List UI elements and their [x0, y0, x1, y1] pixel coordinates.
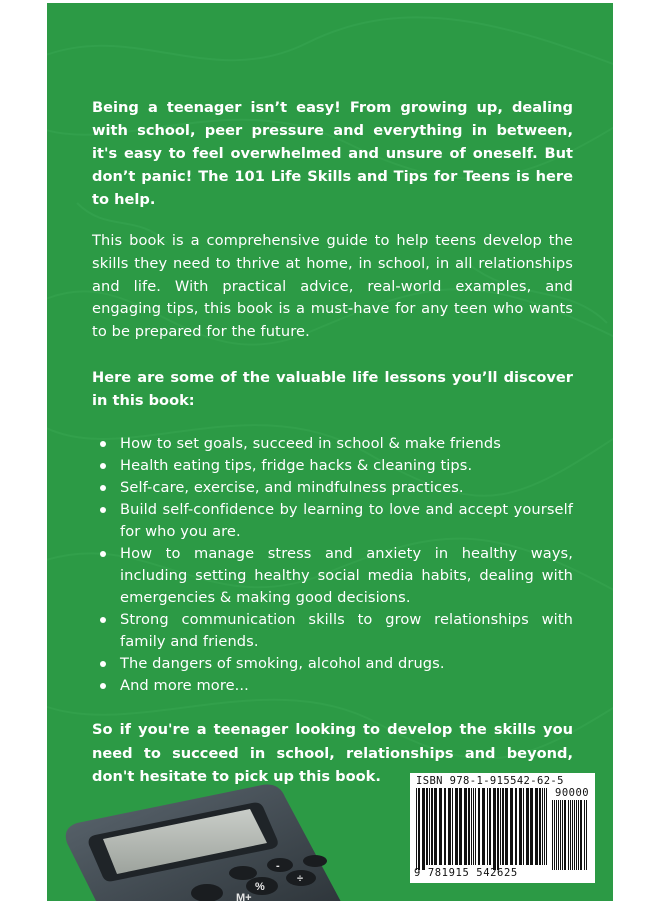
barcode-bar [554, 800, 555, 870]
barcode-bar [468, 788, 470, 865]
barcode-bar [572, 800, 573, 870]
barcode-bar [564, 800, 566, 870]
list-item: Self-care, exercise, and mindfulness practices. [92, 477, 573, 499]
list-item: How to manage stress and anxiety in healthy ways, including setting healthy social media habits, dealing with emergencies & making good decisions. [92, 543, 573, 609]
barcode-bar [584, 800, 585, 870]
barcode-bar [574, 800, 575, 870]
barcode-bar [535, 788, 538, 865]
barcode-bar [546, 788, 547, 865]
list-item: The dangers of smoking, alcohol and drugs. [92, 653, 573, 675]
calculator-key-label: M+ [236, 892, 252, 903]
barcode-bar [444, 788, 446, 865]
list-item: Build self-confidence by learning to love and accept yourself for who you are. [92, 499, 573, 543]
barcode-bar [497, 788, 499, 870]
isbn-barcode [410, 773, 595, 883]
back-cover-text [92, 96, 573, 788]
barcode-bar [459, 788, 462, 865]
barcode-bar [500, 788, 501, 865]
barcode-bar [418, 788, 420, 870]
list-item: Health eating tips, fridge hacks & cleaning tips. [92, 455, 573, 477]
barcode-bar [489, 788, 491, 865]
barcode-bar [515, 788, 517, 865]
barcode-bar [544, 788, 545, 865]
barcode-bar [464, 788, 467, 865]
list-item: And more more... [92, 675, 573, 697]
barcode-bar [510, 788, 513, 865]
book-back-cover [47, 3, 613, 901]
barcode-bar [439, 788, 442, 865]
price-barcode-bars [552, 800, 590, 870]
barcode-bar [539, 788, 541, 865]
barcode-bar [505, 788, 508, 865]
barcode-bars [416, 788, 550, 870]
calculator-key-label: - [276, 860, 280, 872]
list-item: Strong communication skills to grow relationships with family and friends. [92, 609, 573, 653]
barcode-bar [552, 800, 553, 870]
barcode-bar [473, 788, 474, 865]
barcode-bar [560, 800, 561, 870]
barcode-bar [448, 788, 451, 865]
barcode-bar [431, 788, 433, 865]
barcode-bar [455, 788, 458, 865]
lessons-heading: Here are some of the valuable life lessons you’ll discover in this book: [92, 369, 573, 410]
barcode-bar [580, 800, 582, 870]
barcode-bar [523, 788, 524, 865]
barcode-bar [493, 788, 496, 870]
price-code: 90000 [555, 787, 590, 799]
calculator-key-label: % [255, 881, 265, 893]
barcode-bar [502, 788, 504, 865]
barcode-bar [530, 788, 533, 865]
barcode-bar [487, 788, 488, 865]
barcode-bar [576, 800, 577, 870]
isbn-label: ISBN 978-1-915542-62-5 [416, 775, 564, 787]
barcode-digits: 9 781915 542625 [414, 867, 518, 879]
barcode-bar [471, 788, 472, 865]
barcode-bar [526, 788, 529, 865]
barcode-bar [570, 800, 571, 870]
calculator-key-label: ÷ [297, 873, 304, 885]
barcode-bar [429, 788, 430, 865]
intro-paragraph: Being a teenager isn’t easy! From growing up, dealing with school, peer pressure and everything in between, it's easy to feel overwhelmed and unsure of oneself. But don’t panic! The 101 Life Skills and Tips for Teens is here to help. [92, 99, 573, 209]
barcode-bar [452, 788, 453, 865]
lessons-list [92, 433, 573, 697]
barcode-bar [556, 800, 557, 870]
barcode-bar [478, 788, 480, 865]
calculator-image [47, 773, 377, 901]
barcode-bar [586, 800, 587, 870]
barcode-bar [542, 788, 543, 865]
closing-paragraph: So if you're a teenager looking to develop the skills you need to succeed in school, relationships and beyond, don't hesitate to pick up this book. [92, 721, 573, 785]
barcode-bar [482, 788, 485, 865]
barcode-bar [422, 788, 425, 870]
barcode-bar [475, 788, 476, 865]
barcode-bar [568, 800, 569, 870]
barcode-bar [434, 788, 437, 865]
barcode-bar [416, 788, 417, 870]
barcode-bar [562, 800, 563, 870]
barcode-bar [426, 788, 428, 865]
barcode-bar [578, 800, 579, 870]
description-paragraph: This book is a comprehensive guide to help teens develop the skills they need to thrive at home, in school, in all relationships and life. With practical advice, real-world examples, and engaging tips, this book is a must-have for any teen who wants to be prepared for the future. [92, 232, 573, 340]
barcode-bar [558, 800, 559, 870]
barcode-bar [519, 788, 522, 865]
list-item: How to set goals, succeed in school & make friends [92, 433, 573, 455]
